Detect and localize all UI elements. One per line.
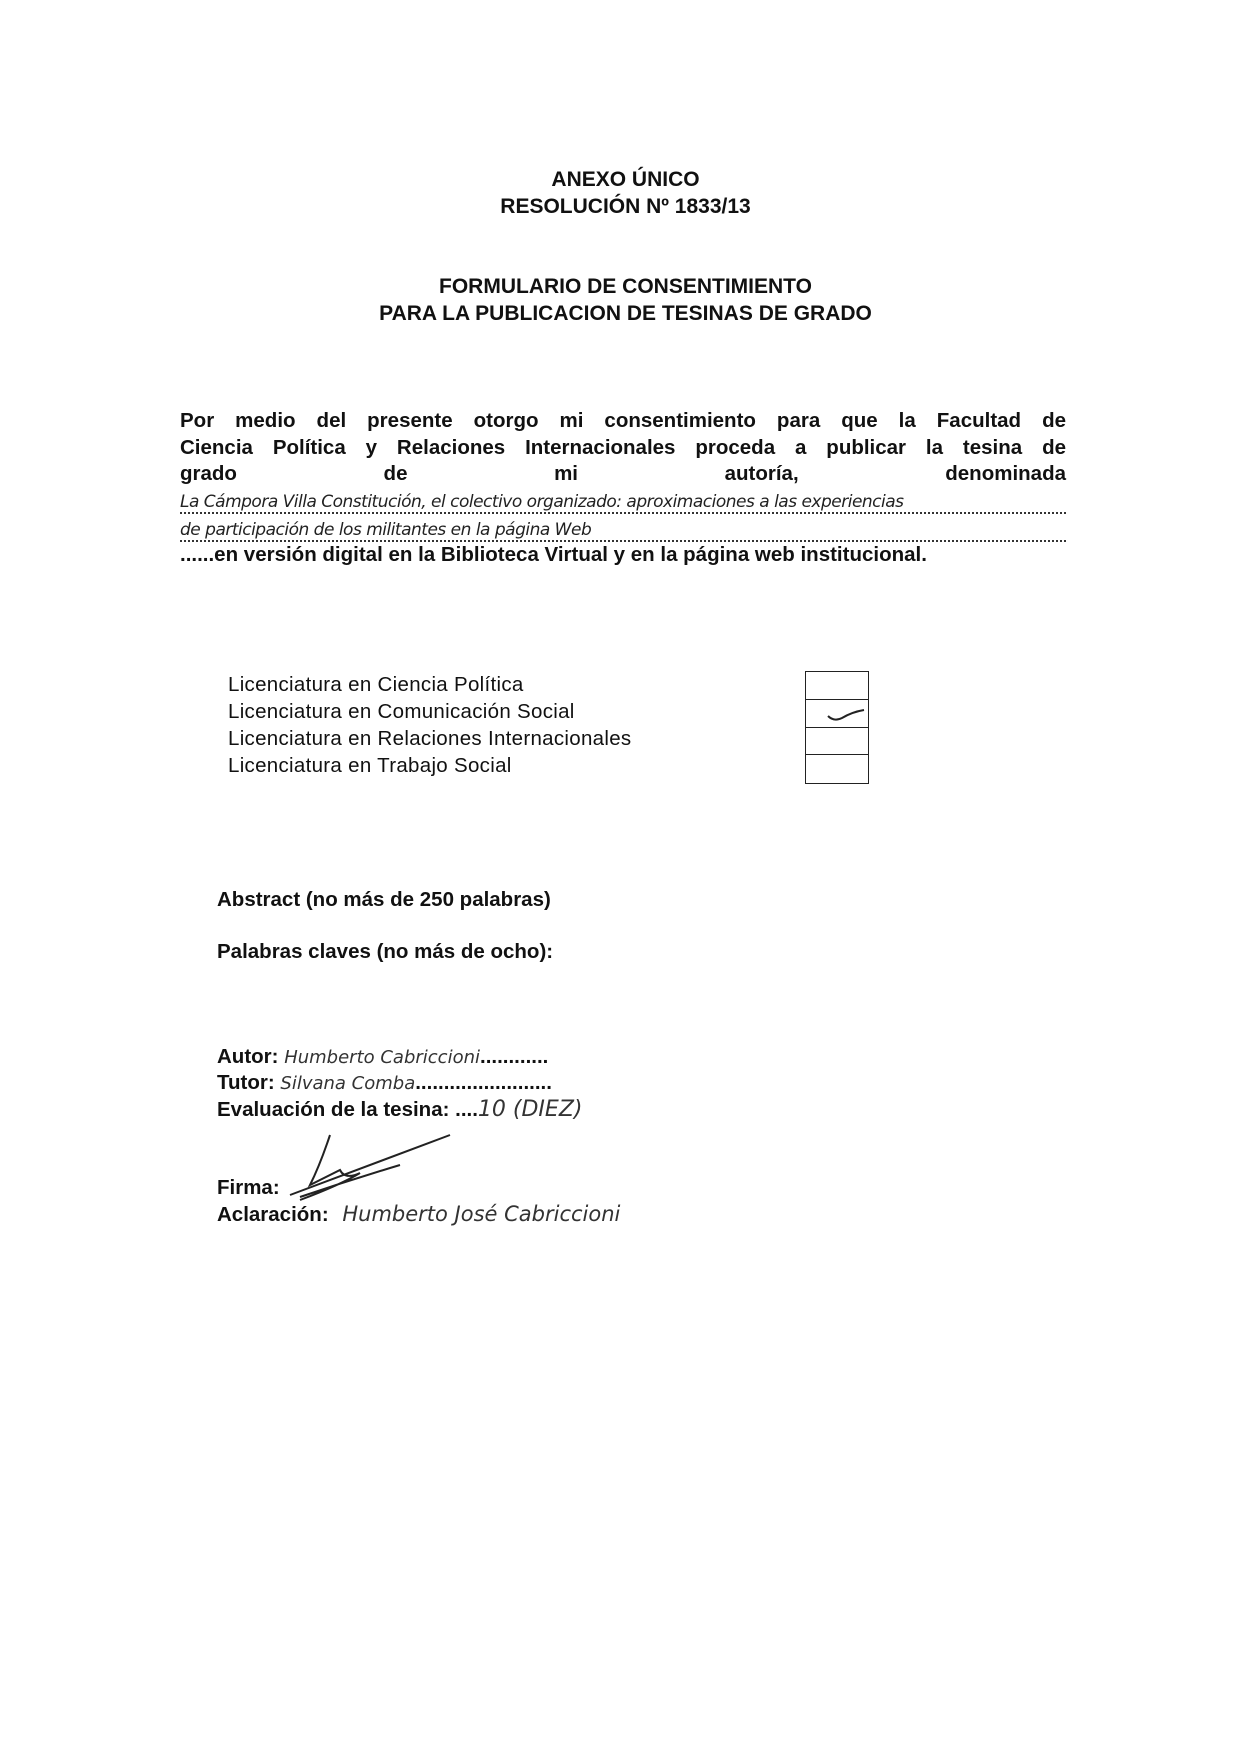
- degree-trabajo-social: Licenciatura en Trabajo Social: [228, 754, 512, 777]
- form-title: FORMULARIO DE CONSENTIMIENTO: [439, 275, 812, 298]
- autor-label: Autor:: [217, 1045, 279, 1068]
- consent-line-2: Ciencia Política y Relaciones Internacionales proceda a publicar la tesina de: [180, 435, 1066, 459]
- consent-paragraph: [180, 408, 1066, 568]
- degree-ciencia-politica: Licenciatura en Ciencia Política: [228, 673, 524, 696]
- abstract-label: Abstract (no más de 250 palabras): [217, 888, 551, 911]
- tutor-field: Tutor: Silvana Comba........................: [217, 1071, 552, 1094]
- firma-label: Firma:: [217, 1176, 280, 1199]
- word: autoría,: [724, 462, 799, 485]
- aclaracion-label: Aclaración:: [217, 1203, 329, 1226]
- aclaracion-value: Humberto José Cabriccioni: [342, 1202, 621, 1226]
- degree-checkbox-grid: [805, 671, 869, 784]
- aclaracion-field: [217, 1202, 620, 1227]
- checkbox-trabajo-social[interactable]: [806, 755, 868, 783]
- form-subtitle: PARA LA PUBLICACION DE TESINAS DE GRADO: [379, 302, 872, 325]
- annex-title: ANEXO ÚNICO: [551, 168, 700, 191]
- checkbox-comunicacion-social[interactable]: [806, 700, 868, 728]
- degree-relaciones-internacionales: Licenciatura en Relaciones Internacionales: [228, 727, 632, 750]
- word: denominada: [945, 462, 1066, 485]
- signature-image: [270, 1125, 470, 1205]
- evaluacion-value: 10 (DIEZ): [477, 1097, 583, 1122]
- handwritten-title: de participación de los militantes en la página Web: [180, 519, 592, 540]
- handwritten-title: La Cámpora Villa Constitución, el colectivo organizado: aproximaciones a las experiencias: [180, 491, 904, 512]
- word: de: [383, 462, 408, 485]
- word: mi: [554, 462, 579, 485]
- word: grado: [180, 462, 237, 485]
- checkbox-ciencia-politica[interactable]: [806, 672, 868, 700]
- consent-closing: ......en versión digital en la Biblioteca Virtual y en la página web institucional.: [180, 542, 927, 566]
- consent-line-3: [180, 461, 1066, 488]
- degree-comunicacion-social: Licenciatura en Comunicación Social: [228, 700, 575, 723]
- thesis-title-line-2: [180, 516, 1066, 542]
- tutor-value: Silvana Comba: [280, 1073, 416, 1094]
- evaluacion-field: Evaluación de la tesina: ....10 (DIEZ): [217, 1097, 583, 1122]
- thesis-title-line-1: [180, 488, 1066, 514]
- tutor-label: Tutor:: [217, 1071, 275, 1094]
- consent-line-1: Por medio del presente otorgo mi consentimiento para que la Facultad de: [180, 409, 1066, 432]
- checkbox-relaciones-internacionales[interactable]: [806, 728, 868, 756]
- autor-field: Autor: Humberto Cabriccioni............: [217, 1045, 549, 1068]
- evaluacion-label: Evaluación de la tesina:: [217, 1098, 450, 1121]
- keywords-label: Palabras claves (no más de ocho):: [217, 940, 554, 963]
- autor-value: Humberto Cabriccioni: [284, 1047, 480, 1068]
- checkmark-icon: [806, 700, 868, 728]
- resolution-number: RESOLUCIÓN Nº 1833/13: [500, 195, 751, 218]
